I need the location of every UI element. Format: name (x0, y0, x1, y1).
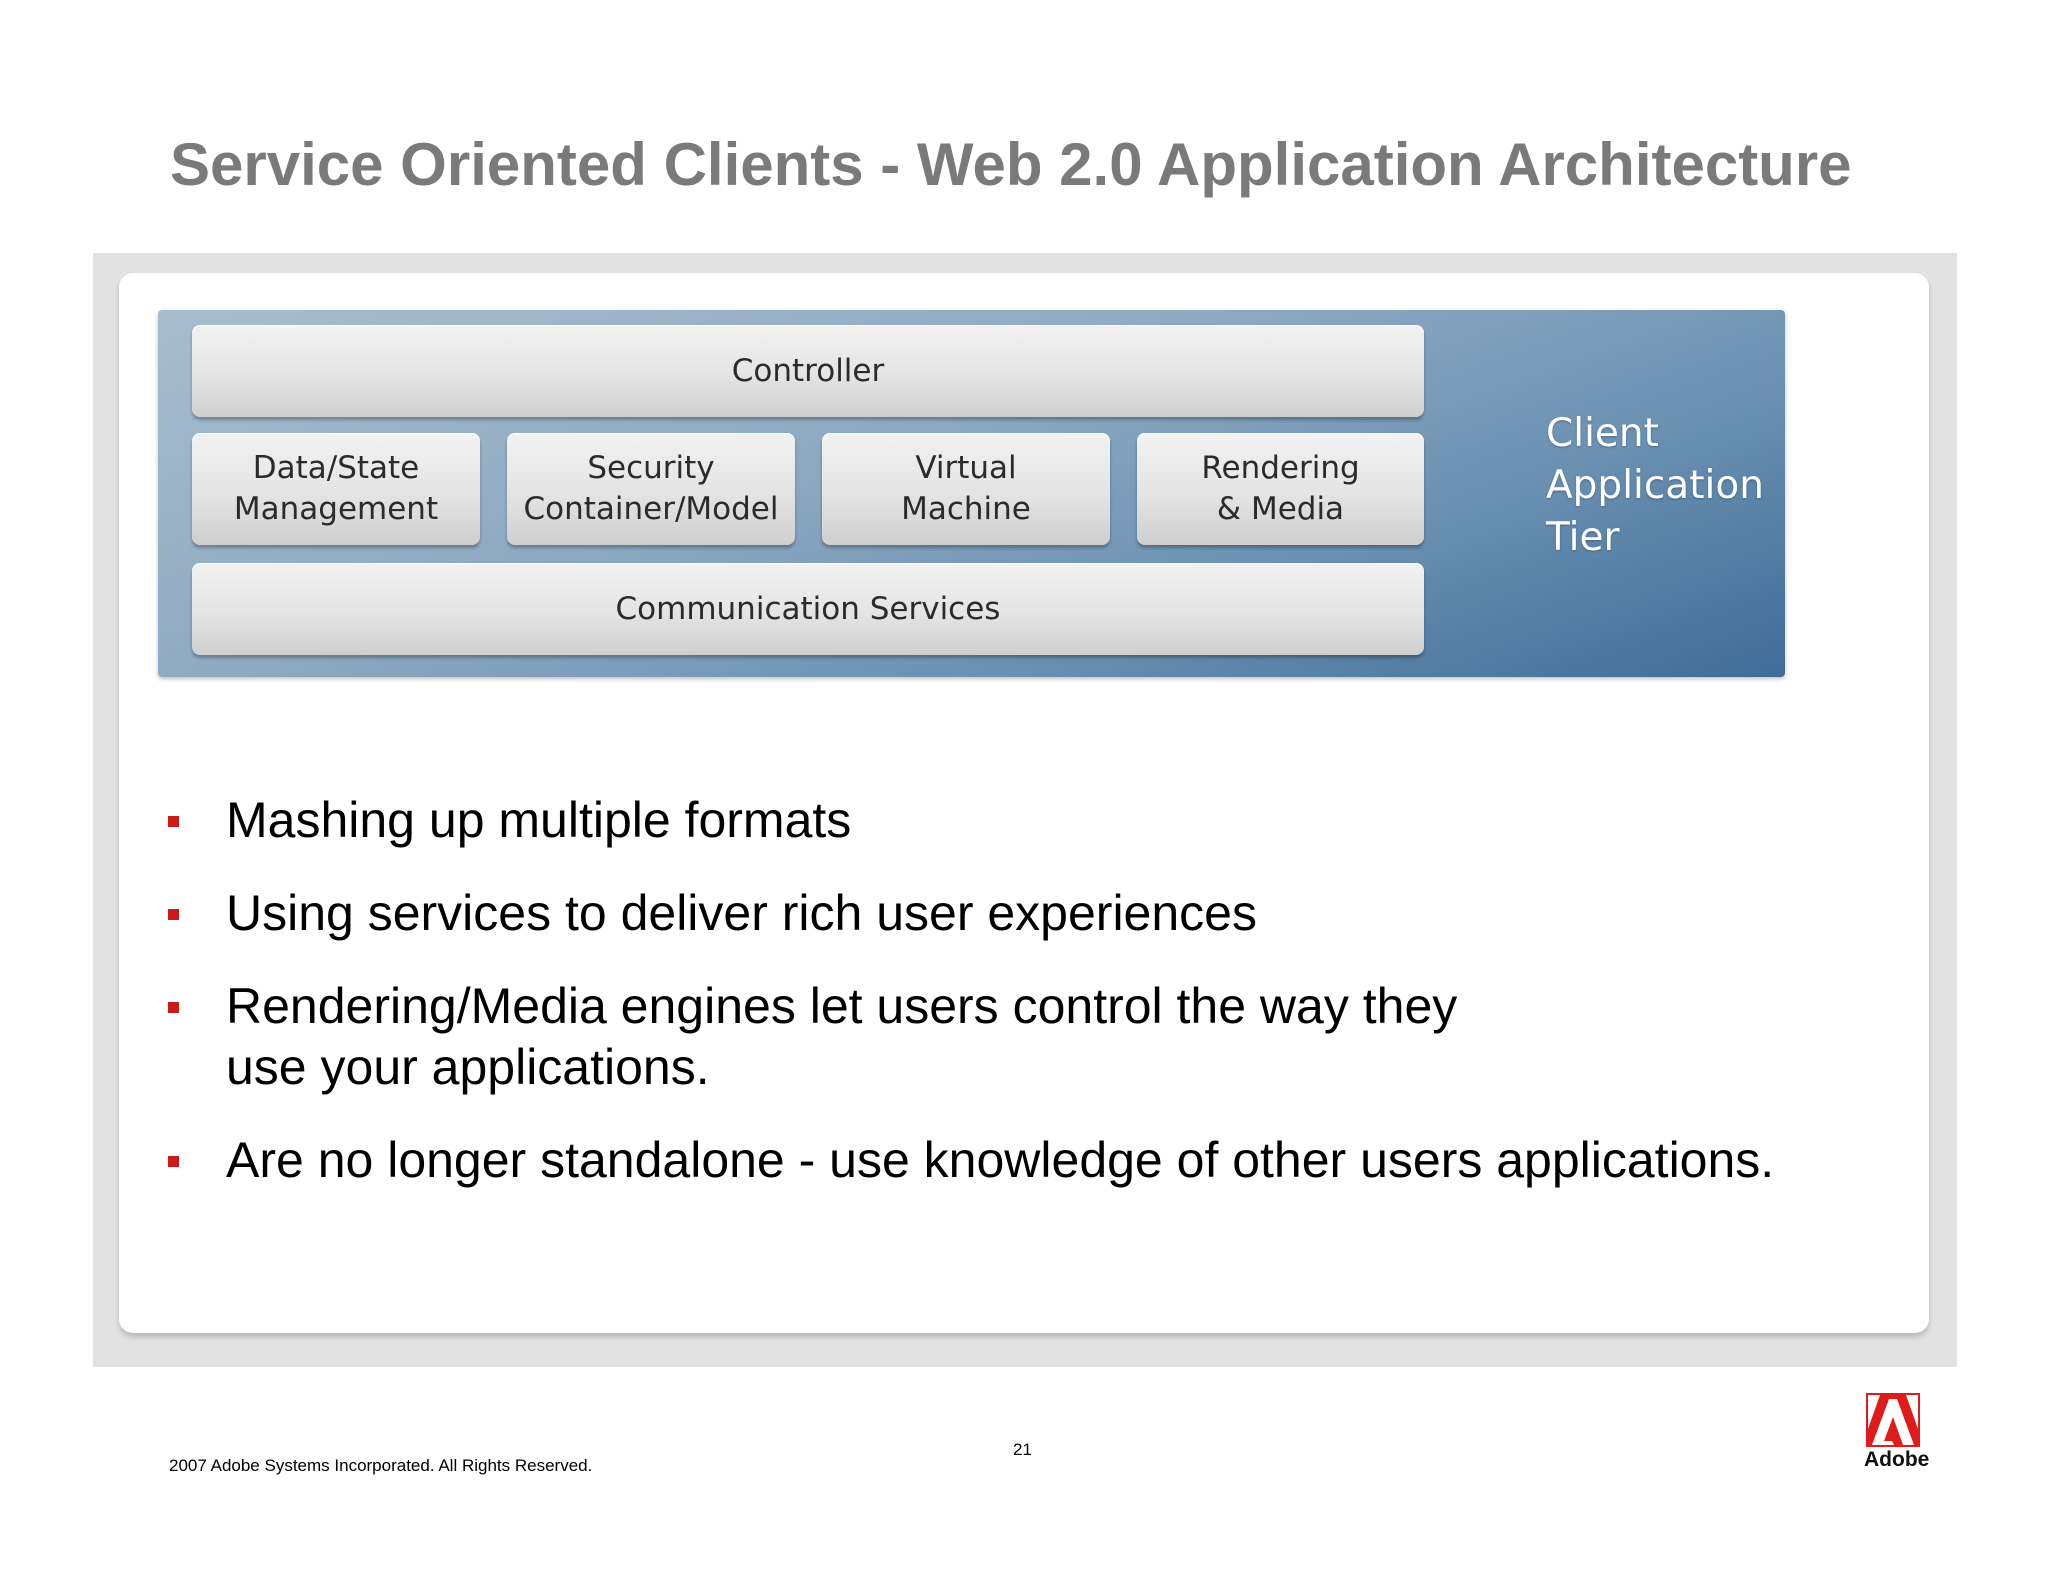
page-number: 21 (1013, 1440, 1032, 1459)
communication-services-block: Communication Services (192, 563, 1424, 655)
bullet-list (165, 790, 1865, 1223)
bullet-item (165, 790, 1865, 851)
data-state-management-block: Data/State Management (192, 433, 480, 545)
bullet-square-icon (168, 1156, 179, 1167)
bullet-text: Mashing up multiple formats (226, 792, 852, 848)
rendering-media-block: Rendering & Media (1137, 433, 1424, 545)
controller-block: Controller (192, 325, 1424, 417)
bullet-text: Using services to deliver rich user experiences (226, 885, 1257, 941)
bullet-square-icon (168, 816, 179, 827)
bullet-square-icon (168, 909, 179, 920)
bullet-text: Rendering/Media engines let users control the way they use your applications. (226, 978, 1458, 1095)
client-application-tier-label: Client Application Tier (1546, 411, 1764, 560)
bullet-text: Are no longer standalone - use knowledge of other users applications. (226, 1132, 1775, 1188)
adobe-logo-text: Adobe (1864, 1448, 1930, 1471)
slide-title: Service Oriented Clients - Web 2.0 Application Architecture (170, 131, 1852, 198)
bullet-item (165, 883, 1865, 944)
bullet-item (165, 1130, 1865, 1191)
virtual-machine-block: Virtual Machine (822, 433, 1110, 545)
bullet-square-icon (168, 1002, 179, 1013)
bullet-item (165, 976, 1865, 1098)
security-container-model-block: Security Container/Model (507, 433, 795, 545)
copyright-notice: 2007 Adobe Systems Incorporated. All Rights Reserved. (169, 1456, 593, 1475)
